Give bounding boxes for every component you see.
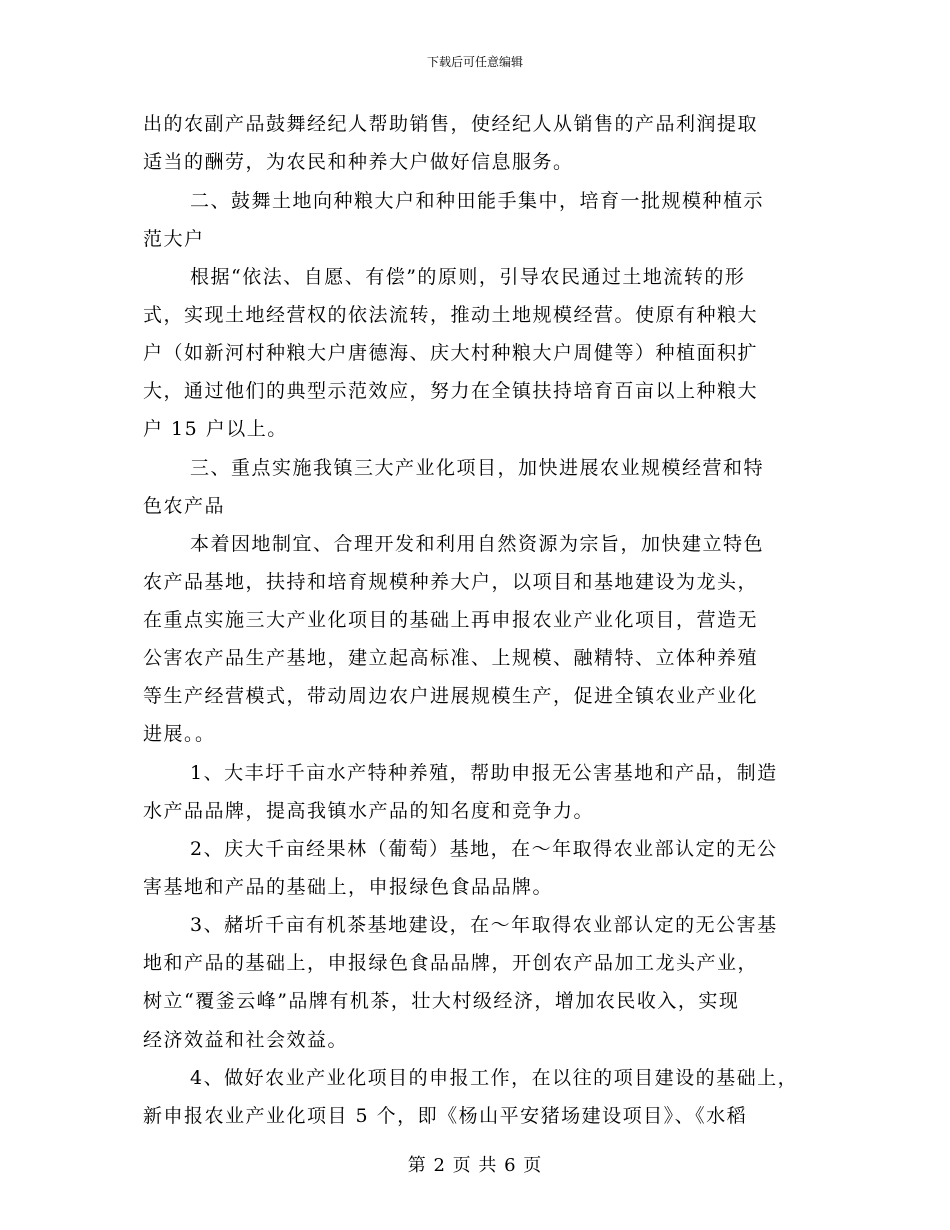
text-line: 二、鼓舞土地向种粮大户和种田能手集中，培育一批规模种植示 [190, 190, 765, 212]
text-line: 本着因地制宜、合理开发和利用自然资源为宗旨，加快建立特色 [190, 533, 765, 555]
text-line: 在重点实施三大产业化项目的基础上再申报农业产业化项目，营造无 [143, 609, 759, 631]
page-header: 下载后可任意编辑 [426, 55, 523, 69]
text-line: 1、大丰圩千亩水产特种养殖，帮助申报无公害基地和产品，制造 [190, 762, 778, 784]
text-line: 新申报农业产业化项目 5 个，即《杨山平安猪场建设项目》、《水稻 [143, 1105, 748, 1127]
text-line: 户（如新河村种粮大户唐德海、庆大村种粮大户周健等）种植面积扩 [143, 342, 759, 364]
text-line: 出的农副产品鼓舞经纪人帮助销售，使经纪人从销售的产品利润提取 [143, 113, 759, 135]
text-line: 经济效益和社会效益。 [143, 1029, 349, 1051]
page-number: 第 2 页 共 6 页 [407, 1155, 543, 1176]
text-line: 户 15 户以上。 [143, 418, 288, 440]
text-line: 进展。。 [143, 723, 216, 745]
text-line: 范大户 [143, 228, 205, 250]
text-line: 2、庆大千亩经果林（葡萄）基地，在～年取得农业部认定的无公 [190, 838, 778, 860]
text-line: 式，实现土地经营权的依法流转，推动土地规模经营。使原有种粮大 [143, 304, 759, 326]
text-line: 大，通过他们的典型示范效应，努力在全镇扶持培育百亩以上种粮大 [143, 380, 759, 402]
text-line: 三、重点实施我镇三大产业化项目，加快进展农业规模经营和特 [190, 457, 765, 479]
text-line: 适当的酬劳，为农民和种养大户做好信息服务。 [143, 151, 574, 173]
text-line: 等生产经营模式，带动周边农户进展规模生产，促进全镇农业产业化 [143, 685, 759, 707]
text-line: 农产品基地，扶持和培育规模种养大户，以项目和基地建设为龙头， [143, 571, 759, 593]
text-line: 根据“依法、自愿、有偿”的原则，引导农民通过土地流转的形 [190, 266, 746, 288]
text-line: 树立“覆釜云峰”品牌有机茶，壮大村级经济，增加农民收入，实现 [143, 990, 740, 1012]
text-line: 色农产品 [143, 495, 226, 517]
text-line: 4、做好农业产业化项目的申报工作，在以往的项目建设的基础上， [190, 1067, 799, 1089]
text-line: 害基地和产品的基础上，申报绿色食品品牌。 [143, 876, 554, 898]
text-line: 3、赭圻千亩有机茶基地建设，在～年取得农业部认定的无公害基 [190, 914, 778, 936]
text-line: 水产品品牌，提高我镇水产品的知名度和竞争力。 [143, 800, 595, 822]
text-line: 地和产品的基础上，申报绿色食品品牌，开创农产品加工龙头产业， [143, 952, 759, 974]
text-line: 公害农产品生产基地，建立起高标准、上规模、融精特、立体种养殖 [143, 647, 759, 669]
